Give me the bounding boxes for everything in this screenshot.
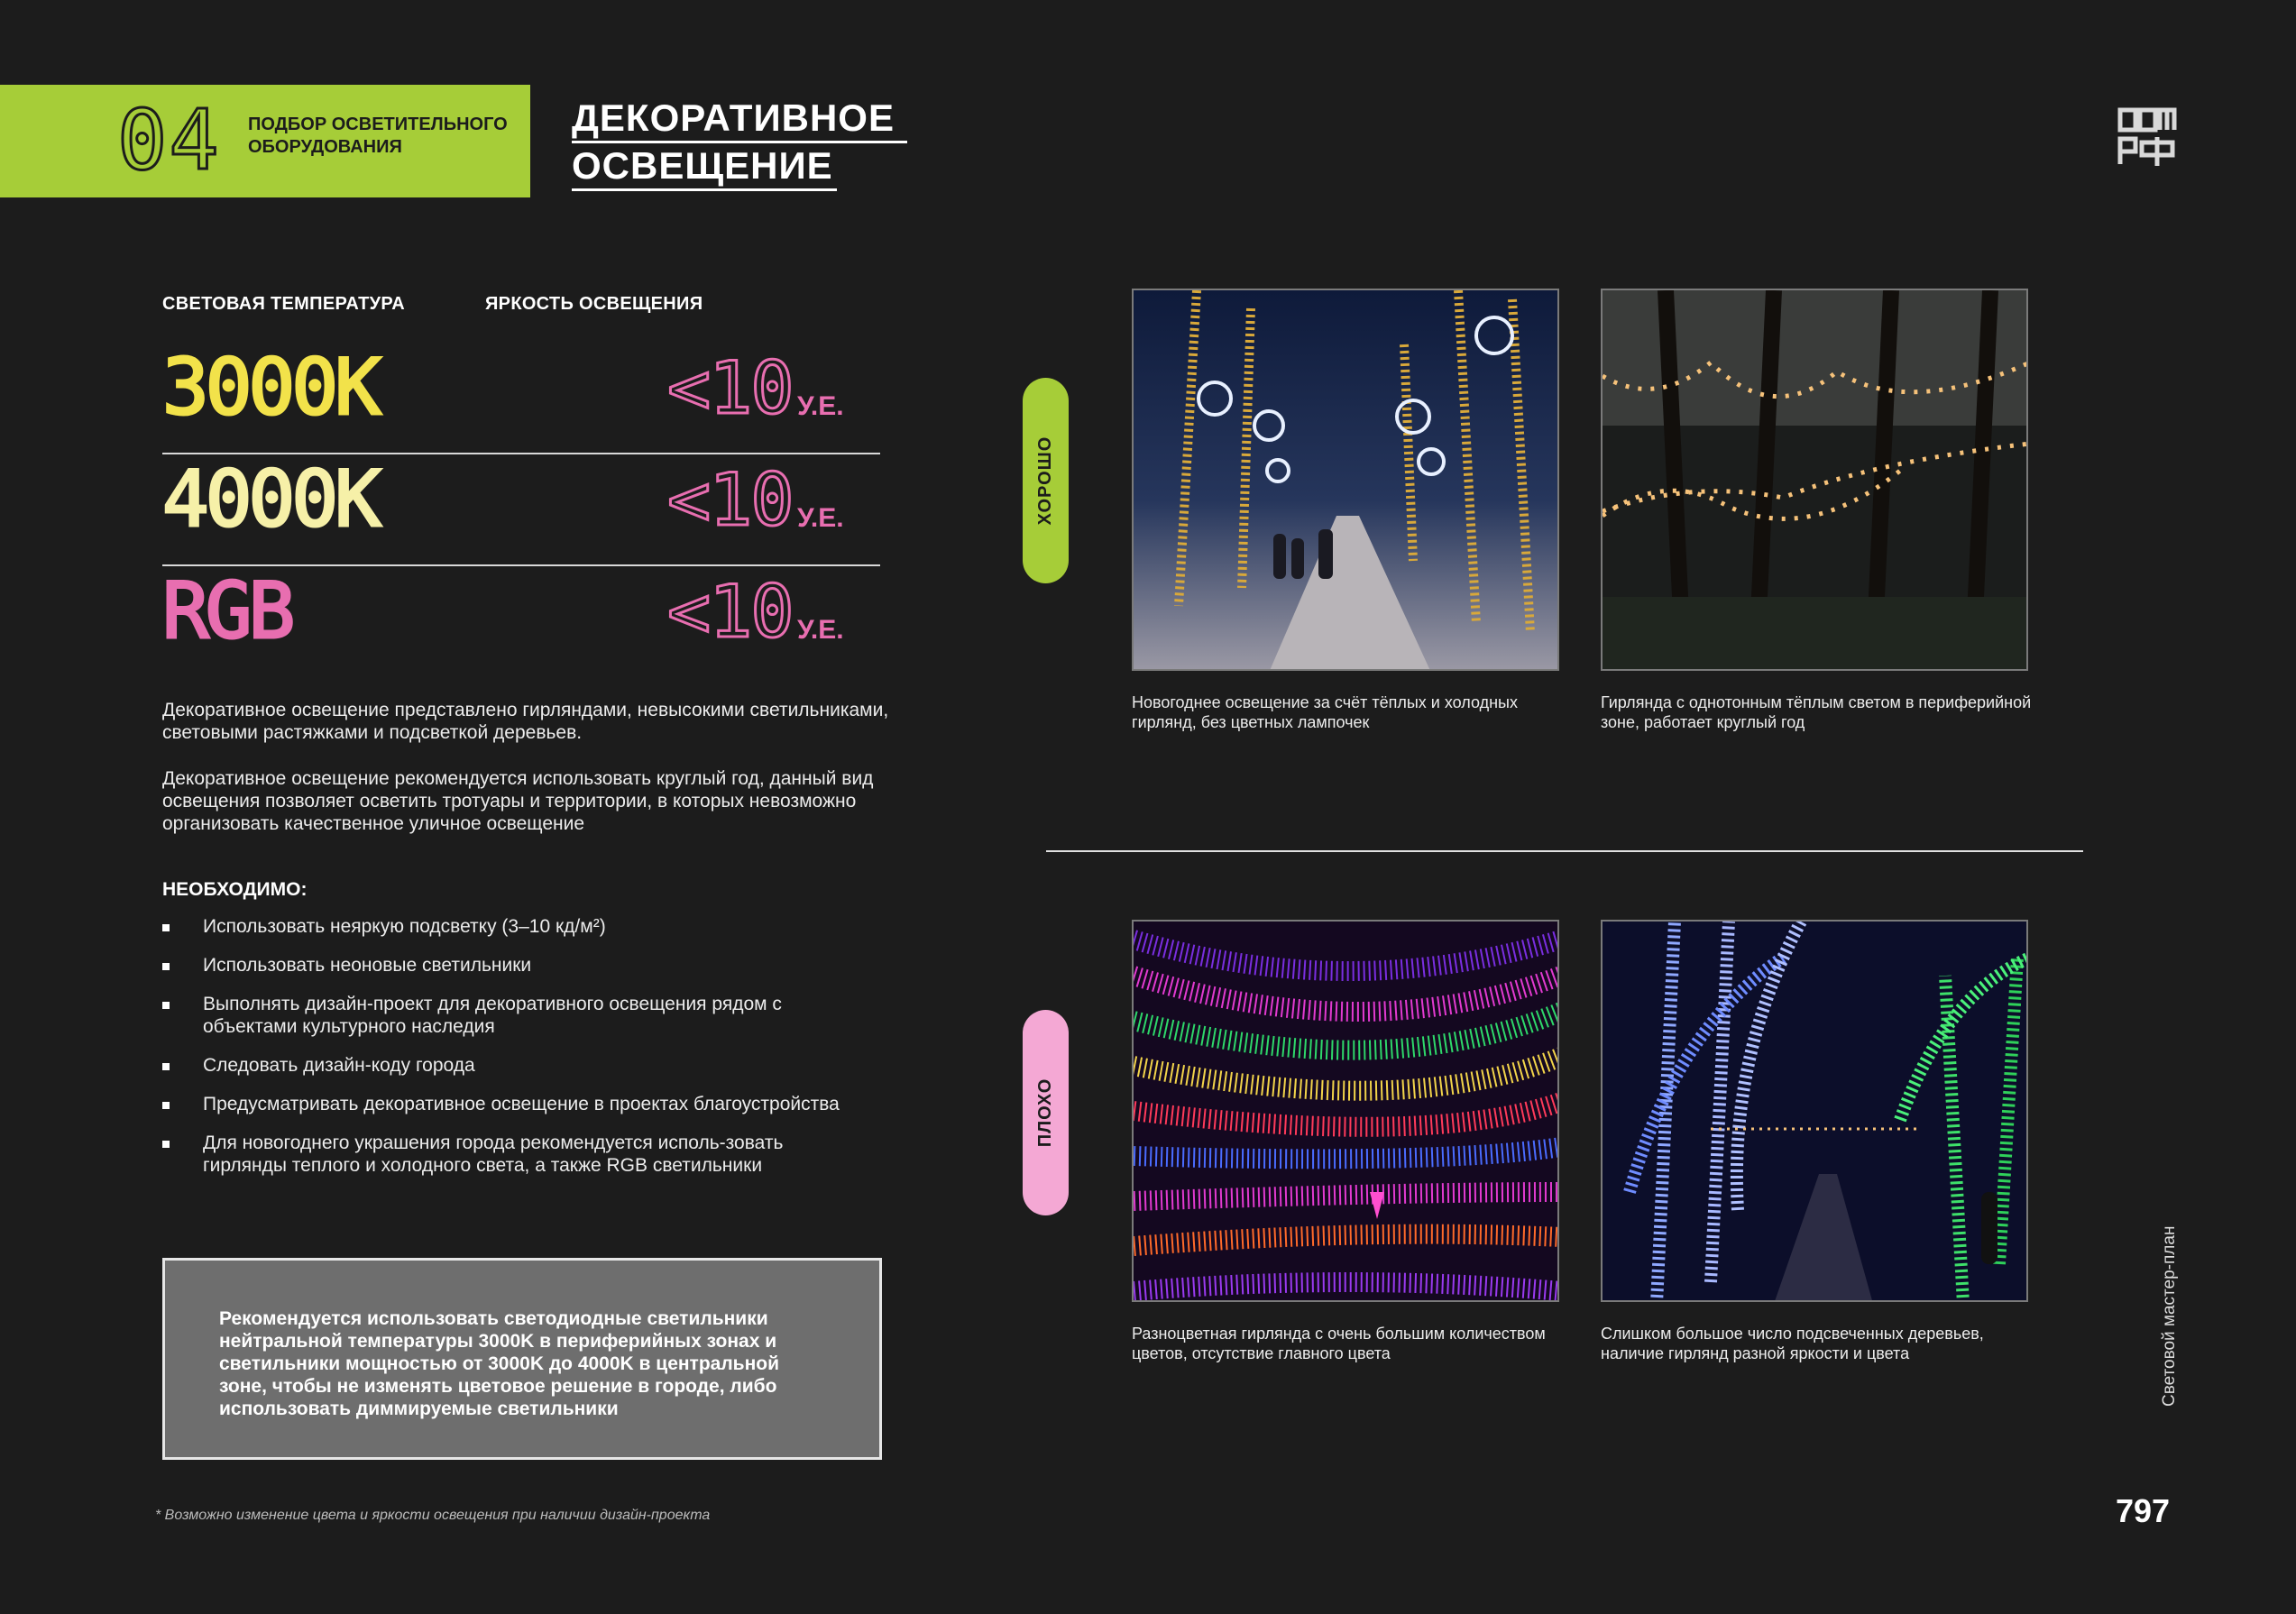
list-item: Выполнять дизайн-проект для декоративного освещения рядом с объектами культурного наследия [162, 993, 848, 1038]
col-head-brightness: ЯРКОСТЬ ОСВЕЩЕНИЯ [485, 294, 703, 314]
spec-row-4000k [162, 454, 880, 566]
list-item: Для новогоднего украшения города рекомендуется исполь-зовать гирлянды теплого и холодного света, а также RGB светильники [162, 1132, 848, 1177]
domrf-logo-icon [2117, 106, 2177, 166]
brightness-unit: У.Е. [797, 391, 844, 421]
requirements-title: НЕОБХОДИМО: [162, 879, 308, 900]
temperature-value: 4000K [162, 454, 378, 545]
photo-bad-lit-trees [1601, 920, 2028, 1302]
winter-alley-illustration [1134, 290, 1559, 671]
section-name: ПОДБОР ОСВЕТИТЕЛЬНОГО ОБОРУДОВАНИЯ [248, 115, 508, 157]
recommendation-box: Рекомендуется использовать светодиодные светильники нейтральной температуры 3000K в периферийных зонах и светильники мощностью от 3000K до 4000K в центральной зоне, чтобы не изменять цветовое решение в городе, либо использовать диммируемые светильники [162, 1258, 882, 1460]
brightness-value: <10 [667, 458, 793, 542]
caption-good-1: Новогоднее освещение за счёт тёплых и холодных гирлянд, без цветных лампочек [1132, 693, 1518, 731]
side-text: Световой мастер-план [2160, 1225, 2179, 1407]
caption-bad-2: Слишком большое число подсвеченных деревьев, наличие гирлянд разной яркости и цвета [1601, 1325, 1984, 1362]
lit-trees-illustration [1603, 922, 2028, 1302]
good-label: ХОРОШО [1035, 436, 1055, 526]
photo-good-winter-alley [1132, 289, 1559, 671]
brightness-value: <10 [667, 346, 793, 430]
section-number: 04 [117, 92, 221, 188]
list-item: Использовать неоновые светильники [162, 954, 848, 977]
list-item: Предусматривать декоративное освещение в проектах благоустройства [162, 1093, 848, 1115]
list-item: Следовать дизайн-коду города [162, 1054, 848, 1077]
usage-paragraph: Декоративное освещение рекомендуется использовать круглый год, данный вид освещения позволяет осветить тротуары и территории, в которых невозможно организовать качественное уличное освещение [162, 768, 874, 834]
list-item: Использовать неяркую подсветку (3–10 кд/м²) [162, 915, 848, 938]
page-title-line2: ОСВЕЩЕНИЕ [572, 143, 837, 191]
good-badge [1023, 378, 1069, 583]
page-number: 797 [2116, 1492, 2171, 1529]
col-head-temperature: СВЕТОВАЯ ТЕМПЕРАТУРА [162, 294, 405, 314]
requirements-list [162, 915, 848, 1193]
brightness-unit: У.Е. [797, 615, 844, 645]
garland-park-illustration [1603, 290, 2028, 671]
temperature-value: RGB [162, 566, 292, 656]
bad-badge [1023, 1010, 1069, 1215]
photo-good-garland-park [1601, 289, 2028, 671]
bad-label: ПЛОХО [1035, 1078, 1055, 1148]
caption-good-2: Гирлянда с однотонным тёплым светом в периферийной зоне, работает круглый год [1601, 693, 2032, 731]
spec-row-rgb [162, 566, 880, 678]
page-title-line1: ДЕКОРАТИВНОЕ [572, 96, 907, 143]
spec-row-3000k [162, 343, 880, 454]
caption-bad-1: Разноцветная гирлянда с очень большим количеством цветов, отсутствие главного цвета [1132, 1325, 1546, 1362]
page-title [572, 96, 907, 191]
section-divider [1046, 850, 2083, 852]
photo-bad-rainbow-tunnel [1132, 920, 1559, 1302]
temperature-value: 3000K [162, 343, 378, 433]
footnote: * Возможно изменение цвета и яркости освещения при наличии дизайн-проекта [155, 1508, 711, 1523]
brightness-unit: У.Е. [797, 503, 844, 533]
rainbow-tunnel-illustration [1134, 922, 1559, 1302]
intro-paragraph: Декоративное освещение представлено гирляндами, невысокими светильниками, световыми растяжками и подсветкой деревьев. [162, 700, 889, 743]
brightness-value: <10 [667, 570, 793, 654]
